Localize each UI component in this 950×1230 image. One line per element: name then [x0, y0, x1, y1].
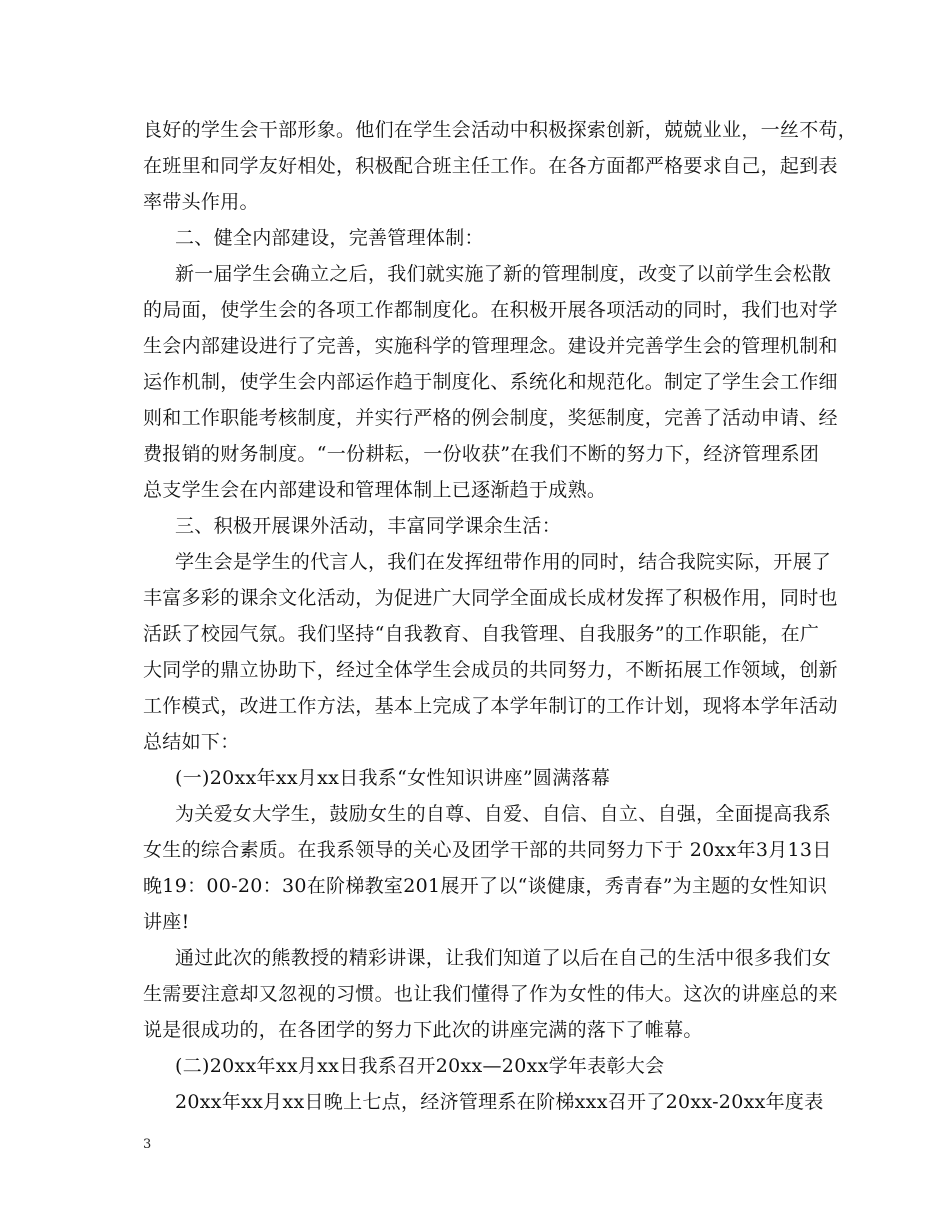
text-line: 良好的学生会干部形象。他们在学生会活动中积极探索创新，兢兢业业，一丝不苟，	[143, 119, 858, 141]
text-line: 为关爱女大学生，鼓励女生的自尊、自爱、自信、自立、自强，全面提高我系	[175, 803, 832, 825]
text-line: 三、积极开展课外活动，丰富同学课余生活：	[175, 515, 562, 537]
text-line: 大同学的鼎立协助下，经过全体学生会成员的共同努力，不断拓展工作领域，创新	[143, 659, 838, 681]
text-line: 晚19：00-20：30在阶梯教室201展开了以“谈健康，秀青春”为主题的女性知识	[143, 875, 828, 897]
text-line: 活跃了校园气氛。我们坚持“自我教育、自我管理、自我服务”的工作职能，在广	[143, 623, 820, 645]
text-line: 丰富多彩的课余文化活动，为促进广大同学全面成长成材发挥了积极作用，同时也	[143, 587, 838, 609]
page-number: 3	[143, 1137, 152, 1152]
document-body	[143, 112, 858, 1120]
text-line: 工作模式，改进工作方法，基本上完成了本学年制订的工作计划，现将本学年活动	[143, 695, 838, 717]
text-line: 生会内部建设进行了完善，实施科学的管理理念。建设并完善学生会的管理机制和	[143, 335, 838, 357]
text-line: 率带头作用。	[143, 191, 259, 213]
text-line: 费报销的财务制度。“一份耕耘，一份收获”在我们不断的努力下，经济管理系团	[143, 443, 820, 465]
text-line: 新一届学生会确立之后，我们就实施了新的管理制度，改变了以前学生会松散	[175, 263, 832, 285]
text-line: 运作机制，使学生会内部运作趋于制度化、系统化和规范化。制定了学生会工作细	[143, 371, 838, 393]
text-line: 20xx年xx月xx日晚上七点，经济管理系在阶梯xxx召开了20xx-20xx年度表	[175, 1091, 824, 1113]
text-line: 讲座!	[143, 911, 190, 933]
text-line: 通过此次的熊教授的精彩讲课，让我们知道了以后在自己的生活中很多我们女	[175, 947, 832, 969]
text-line: 女生的综合素质。在我系领导的关心及团学干部的共同努力下于 20xx年3月13日	[143, 839, 832, 861]
text-line: 总支学生会在内部建设和管理体制上已逐渐趋于成熟。	[143, 479, 607, 501]
text-line: 学生会是学生的代言人，我们在发挥纽带作用的同时，结合我院实际，开展了	[175, 551, 832, 573]
text-line: 则和工作职能考核制度，并实行严格的例会制度，奖惩制度，完善了活动申请、经	[143, 407, 838, 429]
text-line: 二、健全内部建设，完善管理体制：	[175, 227, 484, 249]
text-line: 在班里和同学友好相处，积极配合班主任工作。在各方面都严格要求自己，起到表	[143, 155, 838, 177]
text-line: (一)20xx年xx月xx日我系“女性知识讲座”圆满落幕	[175, 767, 611, 789]
text-line: 的局面，使学生会的各项工作都制度化。在积极开展各项活动的同时，我们也对学	[143, 299, 838, 321]
text-line: 总结如下：	[143, 731, 240, 753]
text-line: 说是很成功的，在各团学的努力下此次的讲座完满的落下了帷幕。	[143, 1019, 703, 1041]
text-line: (二)20xx年xx月xx日我系召开20xx—20xx学年表彰大会	[175, 1055, 665, 1077]
text-line: 生需要注意却又忽视的习惯。也让我们懂得了作为女性的伟大。这次的讲座总的来	[143, 983, 838, 1005]
